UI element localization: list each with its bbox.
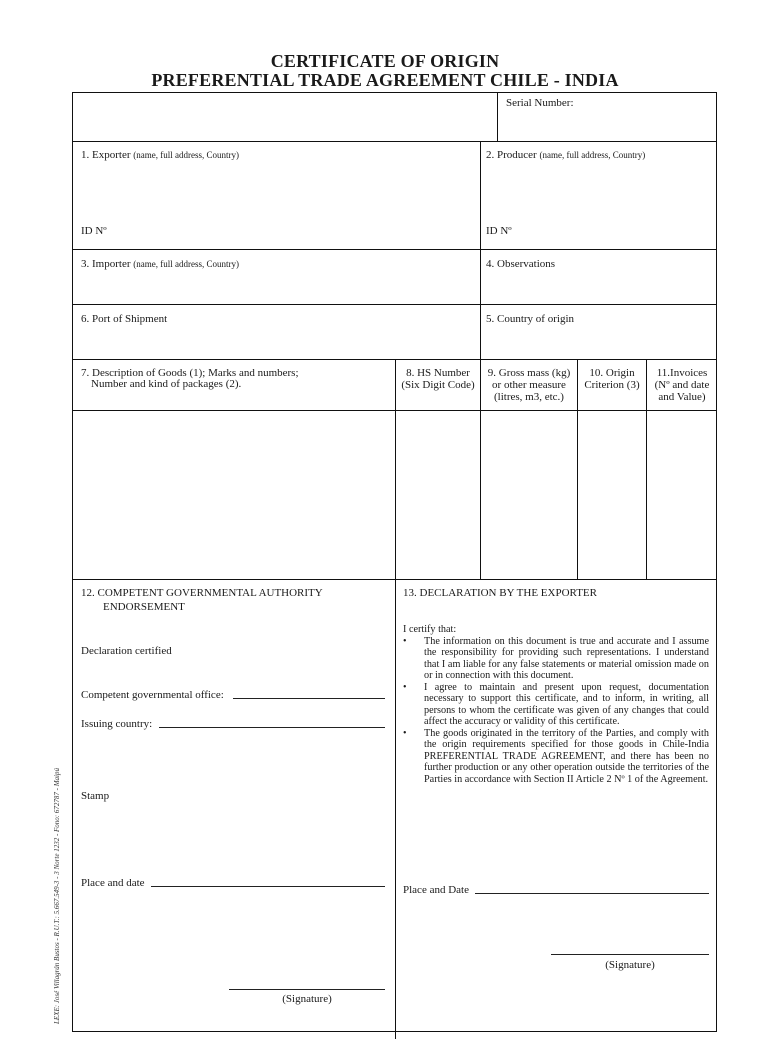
exporter-field[interactable] xyxy=(81,149,239,161)
invoices-cell[interactable] xyxy=(647,411,716,578)
exporter-label: 1. Exporter xyxy=(81,149,131,161)
serial-divider xyxy=(497,93,498,141)
importer-field[interactable] xyxy=(81,258,239,270)
authority-heading-endorsement: ENDORSEMENT xyxy=(103,601,185,613)
column-divider xyxy=(395,579,396,1039)
gross-mass-header: 9. Gross mass (kg) or other measure (litres, m3, etc.) xyxy=(487,367,571,403)
importer-label: 3. Importer xyxy=(81,258,131,270)
issuing-country-label: Issuing country: xyxy=(81,718,153,730)
gross-mass-cell[interactable] xyxy=(481,411,577,578)
office-label: Competent governmental office: xyxy=(81,689,224,701)
exporter-id-label: ID Nº xyxy=(81,225,107,237)
authority-signature-label: (Signature) xyxy=(282,993,332,1005)
invoices-header: 11.Invoices (Nº and date and Value) xyxy=(654,367,710,403)
importer-hint: (name, full address, Country) xyxy=(133,259,239,269)
declaration-intro: I certify that: xyxy=(403,624,457,635)
printer-imprint: LEXE: José Villagrán Bustos - R.U.T.: 5.667.549-3 - 3 Norte 1232 - Fono: 672787 - Maipú xyxy=(53,768,61,1024)
goods-description-header: 7. Description of Goods (1); Marks and numbers; xyxy=(81,367,299,379)
exporter-place-date-line[interactable] xyxy=(475,893,709,894)
declaration-certified-label: Declaration certified xyxy=(81,645,172,657)
office-input-line[interactable] xyxy=(233,698,385,699)
row-separator xyxy=(73,249,716,250)
hs-number-header: 8. HS Number (Six Digit Code) xyxy=(401,367,475,391)
authority-place-date-label: Place and date xyxy=(81,877,145,889)
row-separator xyxy=(73,141,716,142)
origin-criterion-header: 10. Origin Criterion (3) xyxy=(584,367,640,391)
observations-field[interactable]: 4. Observations xyxy=(486,258,556,270)
certificate-form xyxy=(72,92,717,1032)
exporter-hint: (name, full address, Country) xyxy=(133,150,239,160)
exporter-signature-line[interactable] xyxy=(551,954,709,955)
goods-packages-header: Number and kind of packages (2). xyxy=(91,378,242,390)
origin-criterion-cell[interactable] xyxy=(578,411,646,578)
exporter-declaration-text xyxy=(403,624,709,785)
column-divider xyxy=(480,141,481,359)
exporter-place-date-label: Place and Date xyxy=(403,884,469,896)
authority-heading: 12. COMPETENT GOVERNMENTAL AUTHORITY xyxy=(81,587,323,599)
serial-number-label: Serial Number: xyxy=(506,97,574,109)
exporter-declaration-heading: 13. DECLARATION BY THE EXPORTER xyxy=(403,587,597,599)
port-of-shipment-field[interactable]: 6. Port of Shipment xyxy=(81,313,168,325)
row-separator xyxy=(73,304,716,305)
producer-label: 2. Producer xyxy=(486,149,537,161)
producer-hint: (name, full address, Country) xyxy=(539,150,646,160)
country-of-origin-field[interactable]: 5. Country of origin xyxy=(486,313,574,325)
producer-field[interactable] xyxy=(486,149,645,161)
stamp-area[interactable] xyxy=(77,805,391,871)
certificate-title: CERTIFICATE OF ORIGIN xyxy=(270,51,500,71)
agreement-title: PREFERENTIAL TRADE AGREEMENT CHILE - INDIA xyxy=(151,70,619,90)
declaration-bullet: • The information on this document is true and accurate and I assume the responsibility for providing such representations. I understand that I am liable for any false statements or material omission made on or in connection with this document. xyxy=(403,636,709,682)
declaration-bullet: • I agree to maintain and present upon request, documentation necessary to support this certificate, and to inform, in writing, all persons to whom the certificate was given of any changes that could affect the accuracy or validity of this certificate. xyxy=(403,682,709,728)
stamp-label: Stamp xyxy=(81,790,110,802)
hs-number-cell[interactable] xyxy=(396,411,480,578)
issuing-country-input-line[interactable] xyxy=(159,727,385,728)
authority-signature-line[interactable] xyxy=(229,989,385,990)
producer-id-label: ID Nº xyxy=(486,225,512,237)
exporter-signature-label: (Signature) xyxy=(605,959,655,971)
goods-description-cell[interactable] xyxy=(73,411,395,578)
authority-place-date-line[interactable] xyxy=(151,886,385,887)
declaration-bullet: • The goods originated in the territory of the Parties, and comply with the origin requirements specified for those goods in Chile-India PREFERENTIAL TRADE AGREEMENT, and there has been no further production or any other operation outside the territories of the Parties in accordance with Section II Article 2 Nº 1 of the Agreement. xyxy=(403,728,709,786)
